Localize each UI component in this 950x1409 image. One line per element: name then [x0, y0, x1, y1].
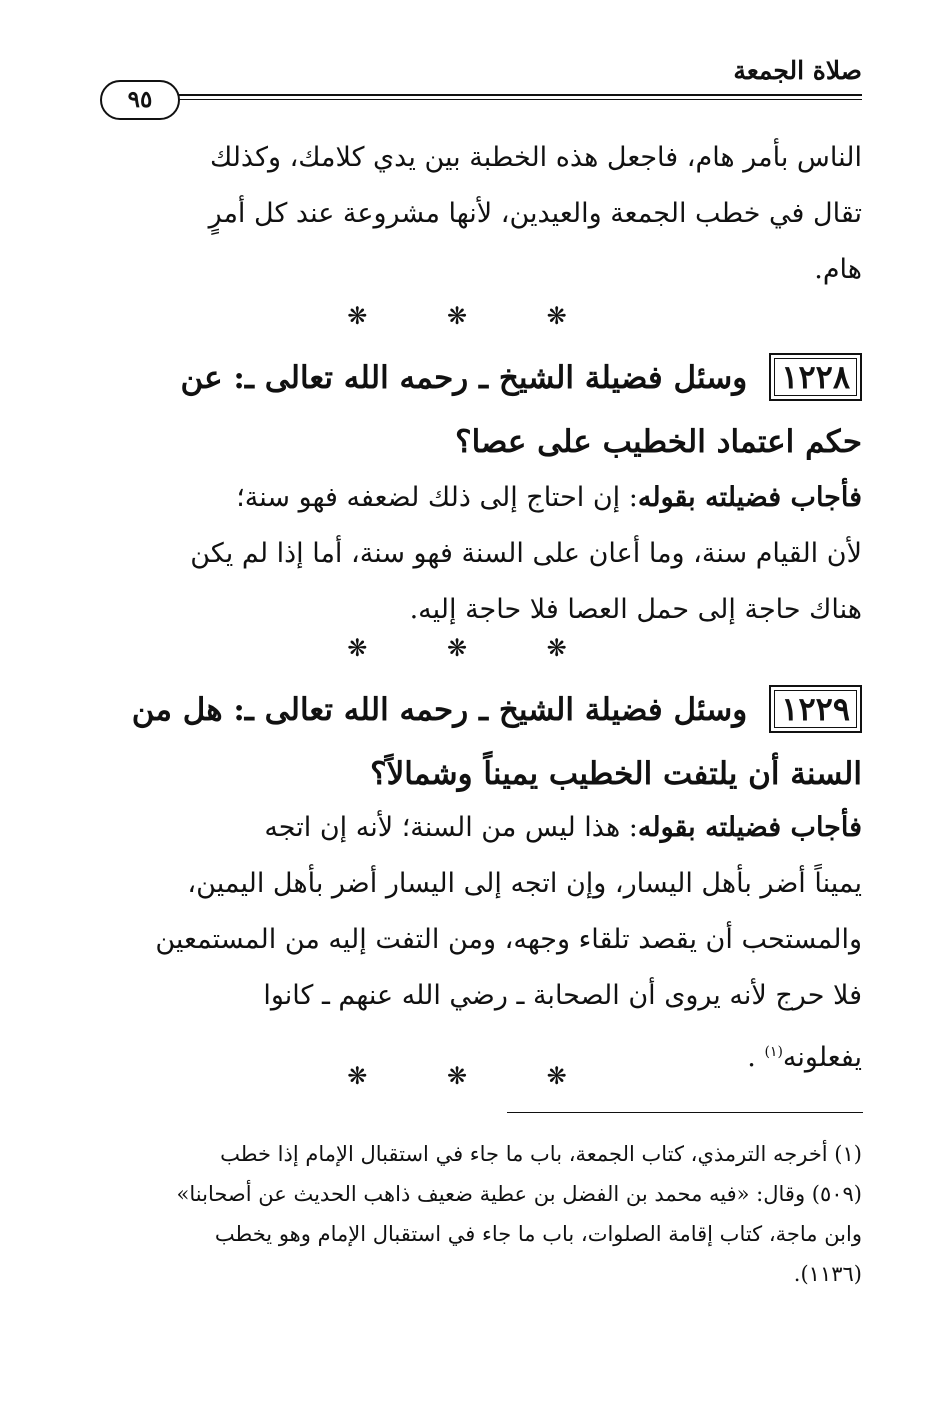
question-text: وسئل فضيلة الشيخ ـ رحمه الله تعالى ـ: هل من: [131, 692, 748, 728]
answer-1229: [108, 800, 862, 1080]
answer-line: فلا حرج لأنه يروى أن الصحابة ـ رضي الله عنهم ـ كانوا: [263, 980, 862, 1011]
answer-line: والمستحب أن يقصد تلقاء وجهه، ومن التفت إليه من المستمعين: [155, 924, 862, 955]
section-separator: ❋ ❋ ❋: [347, 302, 603, 330]
page-number: ٩٥: [100, 80, 180, 120]
footnote: [106, 1134, 862, 1294]
footnote-ref: (١): [764, 1044, 783, 1060]
answer-text: : هذا ليس من السنة؛ لأنه إن اتجه: [264, 812, 638, 843]
header-rule: [178, 94, 862, 96]
question-1229: [108, 678, 862, 806]
question-number: ١٢٢٨: [769, 353, 862, 401]
answer-lead: فأجاب فضيلته بقوله: [637, 482, 862, 513]
running-title: صلاة الجمعة: [733, 56, 862, 85]
answer-text: : إن احتاج إلى ذلك لضعفه فهو سنة؛: [236, 482, 638, 513]
answer-line: [108, 470, 862, 526]
answer-line: لأن القيام سنة، وما أعان على السنة فهو سنة، أما إذا لم يكن: [190, 538, 862, 569]
question-line: [108, 678, 862, 742]
question-line: السنة أن يلتفت الخطيب يميناً وشمالاً؟: [370, 756, 862, 792]
footnote-rule: [507, 1112, 863, 1113]
answer-text: يفعلونه: [782, 1042, 862, 1073]
header-rule-thin: [178, 99, 862, 100]
text-line: تقال في خطب الجمعة والعيدين، لأنها مشروعة عند كل أمرٍ: [208, 198, 862, 229]
section-separator: ❋ ❋ ❋: [347, 634, 603, 662]
answer-line: [108, 800, 862, 856]
answer-lead: فأجاب فضيلته بقوله: [637, 812, 862, 843]
answer-end: .: [747, 1042, 765, 1073]
footnote-line: (١) أخرجه الترمذي، كتاب الجمعة، باب ما جاء في استقبال الإمام إذا خطب: [220, 1142, 862, 1166]
footnote-line: (٥٠٩) وقال: «فيه محمد بن الفضل بن عطية ضعيف ذاهب الحديث عن أصحابنا»: [176, 1182, 862, 1206]
answer-line: يميناً أضر بأهل اليسار، وإن اتجه إلى اليسار أضر بأهل اليمين،: [187, 868, 862, 899]
question-line: حكم اعتماد الخطيب على عصا؟: [455, 424, 862, 460]
text-line: الناس بأمر هام، فاجعل هذه الخطبة بين يدي كلامك، وكذلك: [209, 142, 862, 173]
question-number: ١٢٢٩: [769, 685, 862, 733]
text-line: هام.: [814, 254, 862, 285]
footnote-line: (١١٣٦).: [793, 1262, 862, 1286]
answer-1228: [108, 470, 862, 638]
section-separator: ❋ ❋ ❋: [347, 1062, 603, 1090]
intro-paragraph: [108, 130, 862, 298]
question-line: [108, 346, 862, 410]
question-1228: [108, 346, 862, 474]
footnote-line: وابن ماجة، كتاب إقامة الصلوات، باب ما جاء في استقبال الإمام وهو يخطب: [214, 1222, 862, 1246]
question-text: وسئل فضيلة الشيخ ـ رحمه الله تعالى ـ: عن: [180, 360, 748, 396]
answer-line: هناك حاجة إلى حمل العصا فلا حاجة إليه.: [409, 594, 862, 625]
